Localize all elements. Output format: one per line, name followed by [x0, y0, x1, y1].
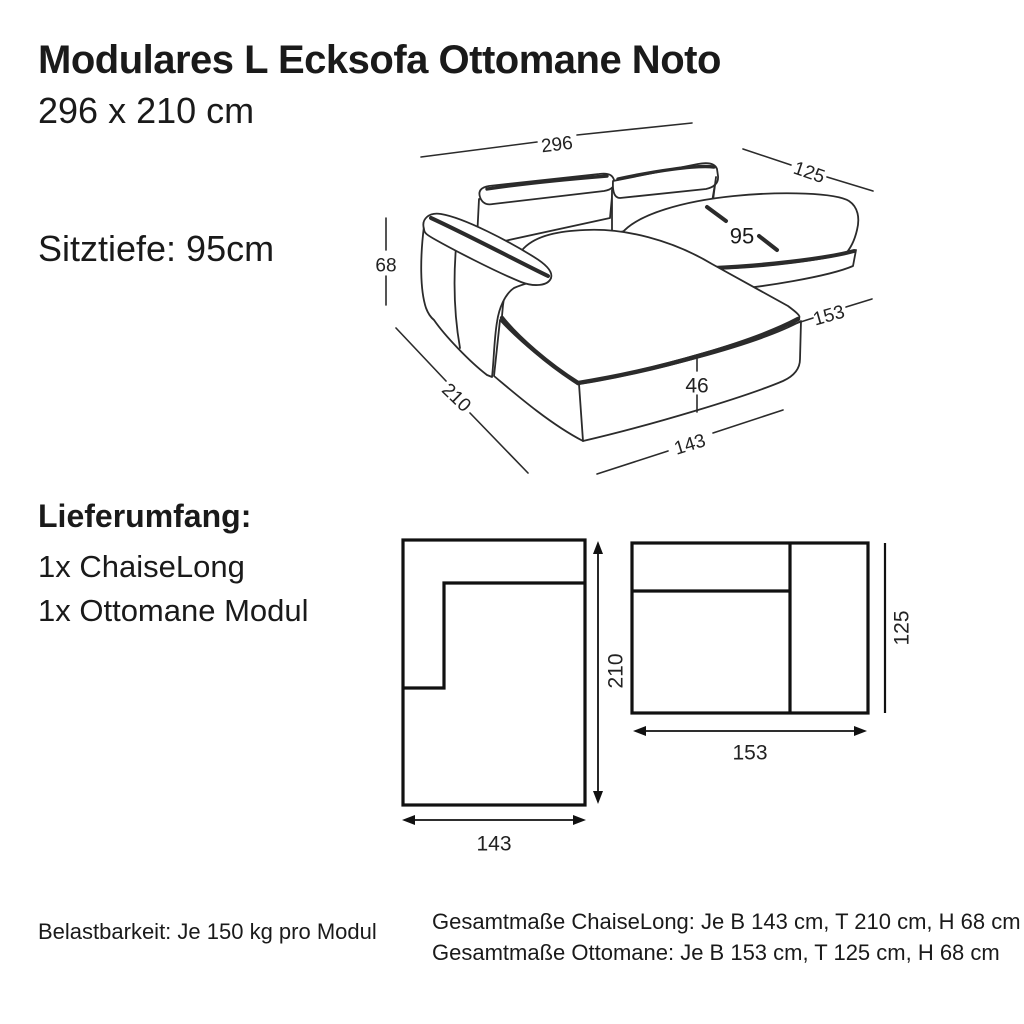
dim-label-68: 68 — [375, 255, 397, 277]
arrowhead-up — [593, 541, 603, 554]
load-capacity-note: Belastbarkeit: Je 150 kg pro Modul — [38, 919, 377, 944]
ottoman-floorplan — [632, 543, 885, 736]
arrowhead-down — [593, 791, 603, 804]
scope-item-chaiselong: 1x ChaiseLong — [38, 549, 245, 584]
chaise-floorplan — [402, 540, 603, 825]
chaise-plan-depth-dimension — [593, 541, 603, 804]
dim-label-143: 143 — [671, 430, 709, 460]
overall-size-subtitle: 296 x 210 cm — [38, 90, 255, 131]
chaise-plan-width-dimension — [402, 815, 586, 825]
dim-label-125: 125 — [790, 157, 828, 189]
ottoman-plan-outline — [632, 543, 868, 713]
dim-label-95: 95 — [729, 223, 755, 249]
totals-chaiselong: Gesamtmaße ChaiseLong: Je B 143 cm, T 210 cm, H 68 cm — [432, 909, 1021, 934]
ottoman-plan-depth-label: 125 — [890, 610, 914, 646]
ottoman-plan-width-dimension — [633, 726, 867, 736]
chaise-plan-width-label: 143 — [476, 832, 512, 856]
arrowhead-right — [854, 726, 867, 736]
page-title: Modulares L Ecksofa Ottomane Noto — [38, 38, 721, 82]
arrowhead-right — [573, 815, 586, 825]
totals-ottomane: Gesamtmaße Ottomane: Je B 153 cm, T 125 cm, H 68 cm — [432, 940, 1000, 965]
arrowhead-left — [402, 815, 415, 825]
ottoman-plan-width-label: 153 — [732, 741, 768, 765]
seat-depth-note: Sitztiefe: 95cm — [38, 228, 275, 269]
arrowhead-left — [633, 726, 646, 736]
sofa-isometric-sketch — [421, 163, 858, 441]
dim-label-153: 153 — [810, 301, 848, 331]
dim-label-210: 210 — [437, 379, 475, 417]
chaise-plan-inner-lines — [403, 583, 585, 688]
chaise-plan-outline — [403, 540, 585, 805]
scope-heading: Lieferumfang: — [38, 498, 252, 534]
scope-item-ottomane: 1x Ottomane Modul — [38, 593, 309, 628]
chaise-plan-depth-label: 210 — [604, 653, 628, 689]
dim-label-46: 46 — [685, 374, 709, 398]
dim-label-296: 296 — [539, 132, 575, 158]
